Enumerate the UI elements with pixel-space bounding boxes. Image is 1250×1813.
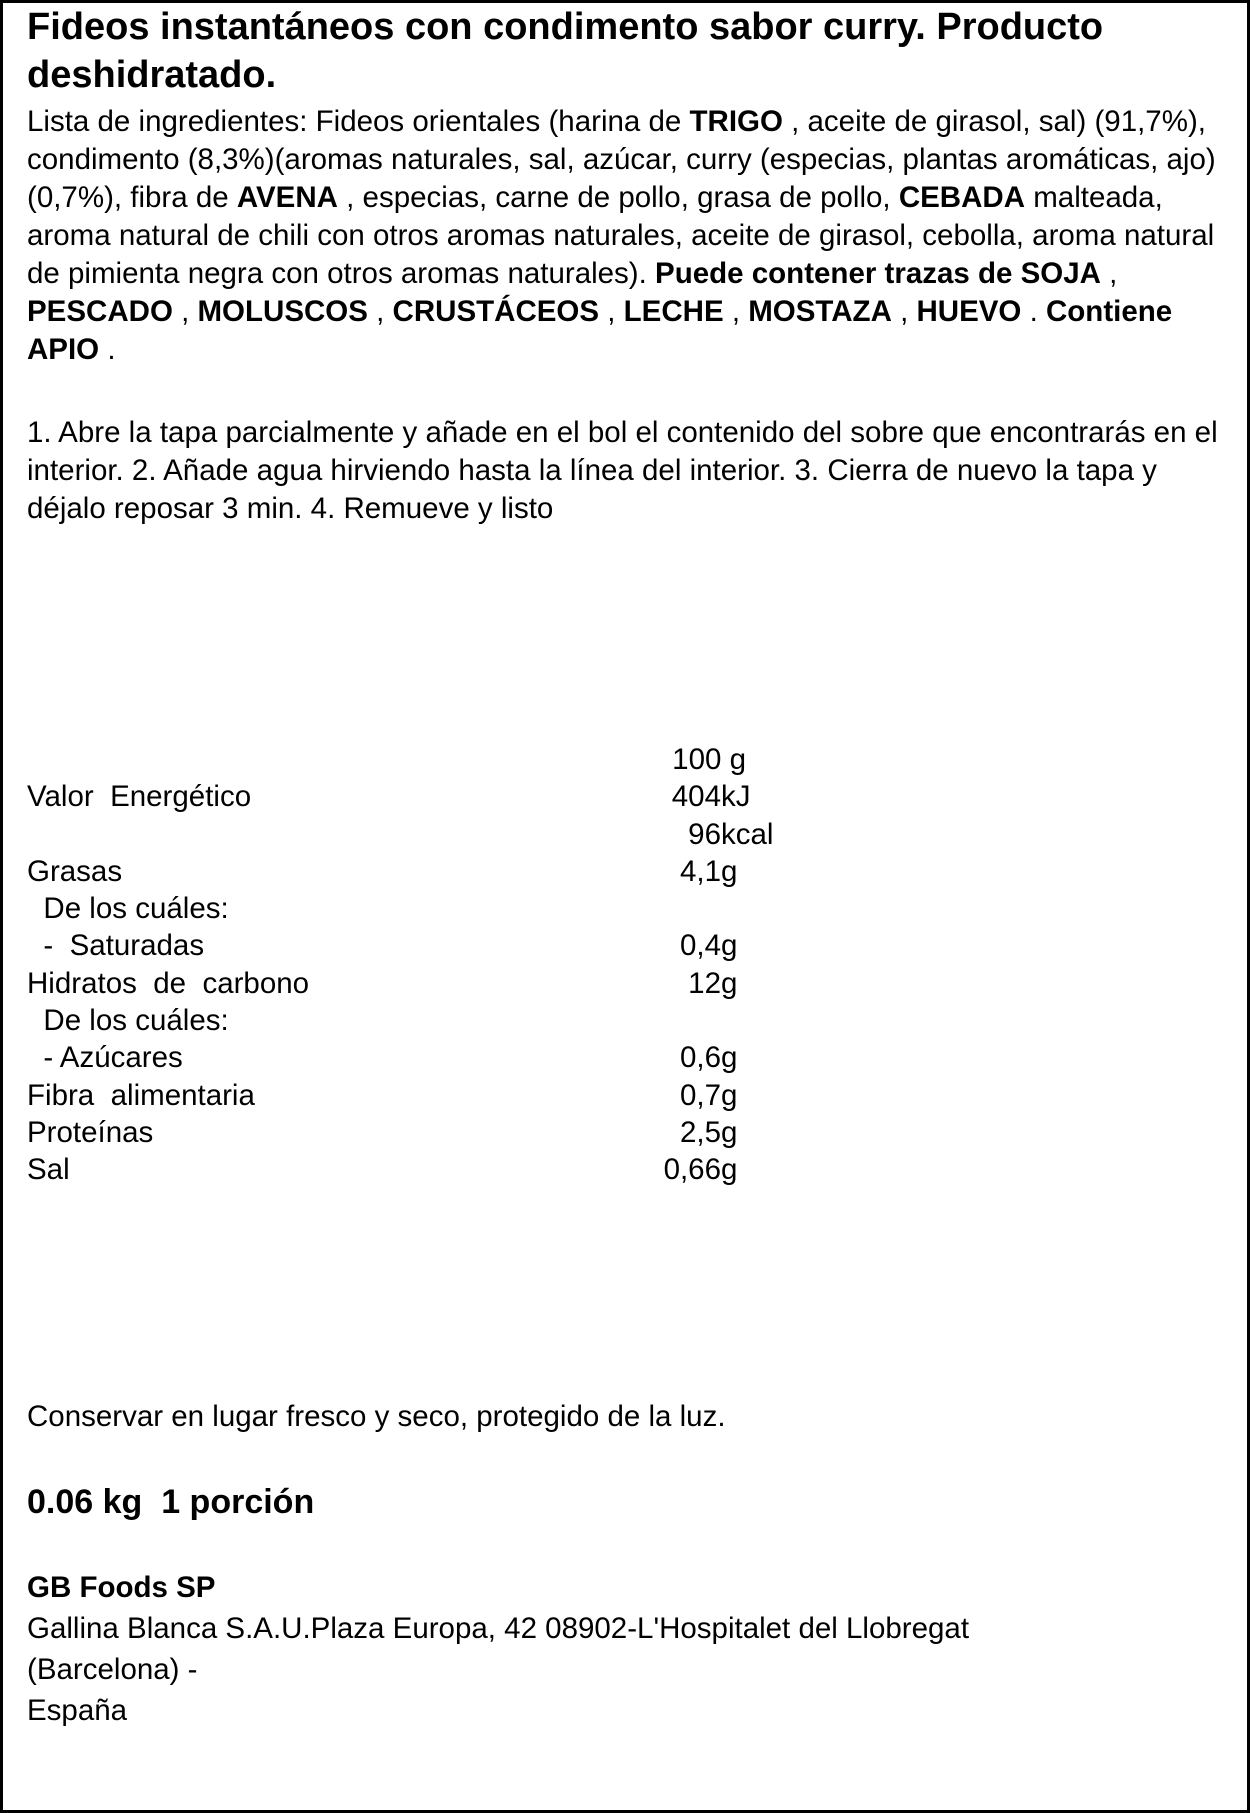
- nutrition-row: [27, 1039, 827, 1076]
- allergen-pescado: PESCADO: [27, 295, 173, 328]
- separator: ,: [723, 295, 749, 328]
- nutrient-label: De los cuáles:: [27, 1004, 229, 1038]
- separator: ,: [172, 295, 198, 328]
- nutrition-row: [27, 853, 827, 890]
- net-quantity: 0.06 kg 1 porción: [27, 1483, 315, 1521]
- nutrient-label: Valor Energético: [27, 780, 252, 814]
- allergen-crustaceos: CRUSTÁCEOS: [392, 295, 600, 328]
- nutrient-unit: kcal: [721, 817, 774, 851]
- contains-apio: Contiene APIO: [27, 295, 1173, 366]
- nutrition-row: [27, 890, 827, 927]
- nutrient-value: 2,5: [679, 1115, 721, 1149]
- company-address: [27, 1608, 1127, 1731]
- nutrient-value: 12: [688, 966, 721, 1000]
- product-title: Fideos instantáneos con condimento sabor curry. Producto deshidratado.: [27, 6, 1104, 96]
- separator: .: [1021, 295, 1046, 328]
- nutrient-unit: g: [721, 929, 738, 963]
- separator: ,: [891, 295, 917, 328]
- allergen-cebada: CEBADA: [898, 181, 1026, 214]
- traces-warning: Puede contener trazas de SOJA: [655, 257, 1101, 290]
- ingredients-text: , aceite de girasol, sal) (91,7%), condimento (8,3%)(aromas naturales, sal, azúcar, curry (especias, plantas aromáticas, ajo) (0,7%), fibra de: [27, 105, 1216, 214]
- nutrient-label: Sal: [27, 1153, 70, 1187]
- address-line: (Barcelona) -: [27, 1653, 198, 1686]
- nutrient-label: Grasas: [27, 854, 123, 888]
- preparation-instructions: 1. Abre la tapa parcialmente y añade en el bol el contenido del sobre que encontrarás en el interior. 2. Añade agua hirviendo hasta la línea del interior. 3. Cierra de nuevo la tapa y déjalo reposar 3 min. 4. Remueve y listo: [27, 416, 1218, 525]
- ingredients-list: [27, 103, 1232, 369]
- nutrient-label: Proteínas: [27, 1115, 154, 1149]
- storage-instructions: Conservar en lugar fresco y seco, protegido de la luz.: [27, 1400, 726, 1433]
- nutrient-unit: g: [721, 1153, 738, 1187]
- allergen-trigo: TRIGO: [689, 105, 783, 138]
- separator: .: [99, 333, 116, 366]
- nutrient-value: 0,4: [679, 929, 721, 963]
- ingredients-text: , especias, carne de pollo, grasa de pollo,: [337, 181, 899, 214]
- allergen-huevo: HUEVO: [916, 295, 1022, 328]
- nutrition-header-row: [27, 741, 827, 778]
- nutrient-value: 4,1: [679, 854, 721, 888]
- nutrition-row: [27, 1114, 827, 1151]
- separator: ,: [367, 295, 393, 328]
- nutrient-value: 0,66: [663, 1153, 721, 1187]
- allergen-avena: AVENA: [236, 181, 338, 214]
- nutrition-row: [27, 965, 827, 1002]
- nutrient-label: Fibra alimentaria: [27, 1078, 255, 1112]
- allergen-leche: LECHE: [623, 295, 724, 328]
- nutrient-unit: g: [721, 1115, 738, 1149]
- nutrient-label: Hidratos de carbono: [27, 966, 310, 1000]
- address-line: España: [27, 1694, 128, 1727]
- address-line: Gallina Blanca S.A.U.Plaza Europa, 42 08902-L'Hospitalet del Llobregat: [27, 1612, 970, 1645]
- allergen-moluscos: MOLUSCOS: [197, 295, 368, 328]
- company-name: GB Foods SP: [27, 1571, 216, 1604]
- nutrient-label: - Saturadas: [27, 929, 205, 963]
- nutrient-value: 0,6: [679, 1041, 721, 1075]
- separator: ,: [1100, 257, 1118, 290]
- nutrient-value: 404: [671, 780, 721, 814]
- nutrient-value: 96: [688, 817, 721, 851]
- ingredients-text: Lista de ingredientes: Fideos orientales (harina de: [27, 105, 690, 138]
- nutrient-unit: g: [721, 1078, 738, 1112]
- nutrient-unit: g: [721, 854, 738, 888]
- nutrition-row: [27, 1002, 827, 1039]
- nutrition-row: [27, 778, 827, 815]
- nutrient-label: - Azúcares: [27, 1041, 183, 1075]
- nutrition-header: 100 g: [672, 743, 746, 776]
- nutrient-label: De los cuáles:: [27, 892, 229, 926]
- nutrient-unit: kJ: [721, 780, 751, 814]
- ingredients-text: malteada, aroma natural de chili con otros aromas naturales, aceite de girasol, cebolla, aroma natural de pimienta negra con otros aromas naturales).: [27, 181, 1215, 290]
- nutrient-value: 0,7: [679, 1078, 721, 1112]
- nutrition-table: [27, 741, 827, 1189]
- nutrition-row: [27, 816, 827, 853]
- nutrient-unit: g: [721, 966, 738, 1000]
- nutrition-row: [27, 1077, 827, 1114]
- allergen-mostaza: MOSTAZA: [748, 295, 892, 328]
- nutrition-row: [27, 927, 827, 964]
- separator: ,: [599, 295, 624, 328]
- nutrition-row: [27, 1151, 827, 1188]
- nutrient-unit: g: [721, 1041, 738, 1075]
